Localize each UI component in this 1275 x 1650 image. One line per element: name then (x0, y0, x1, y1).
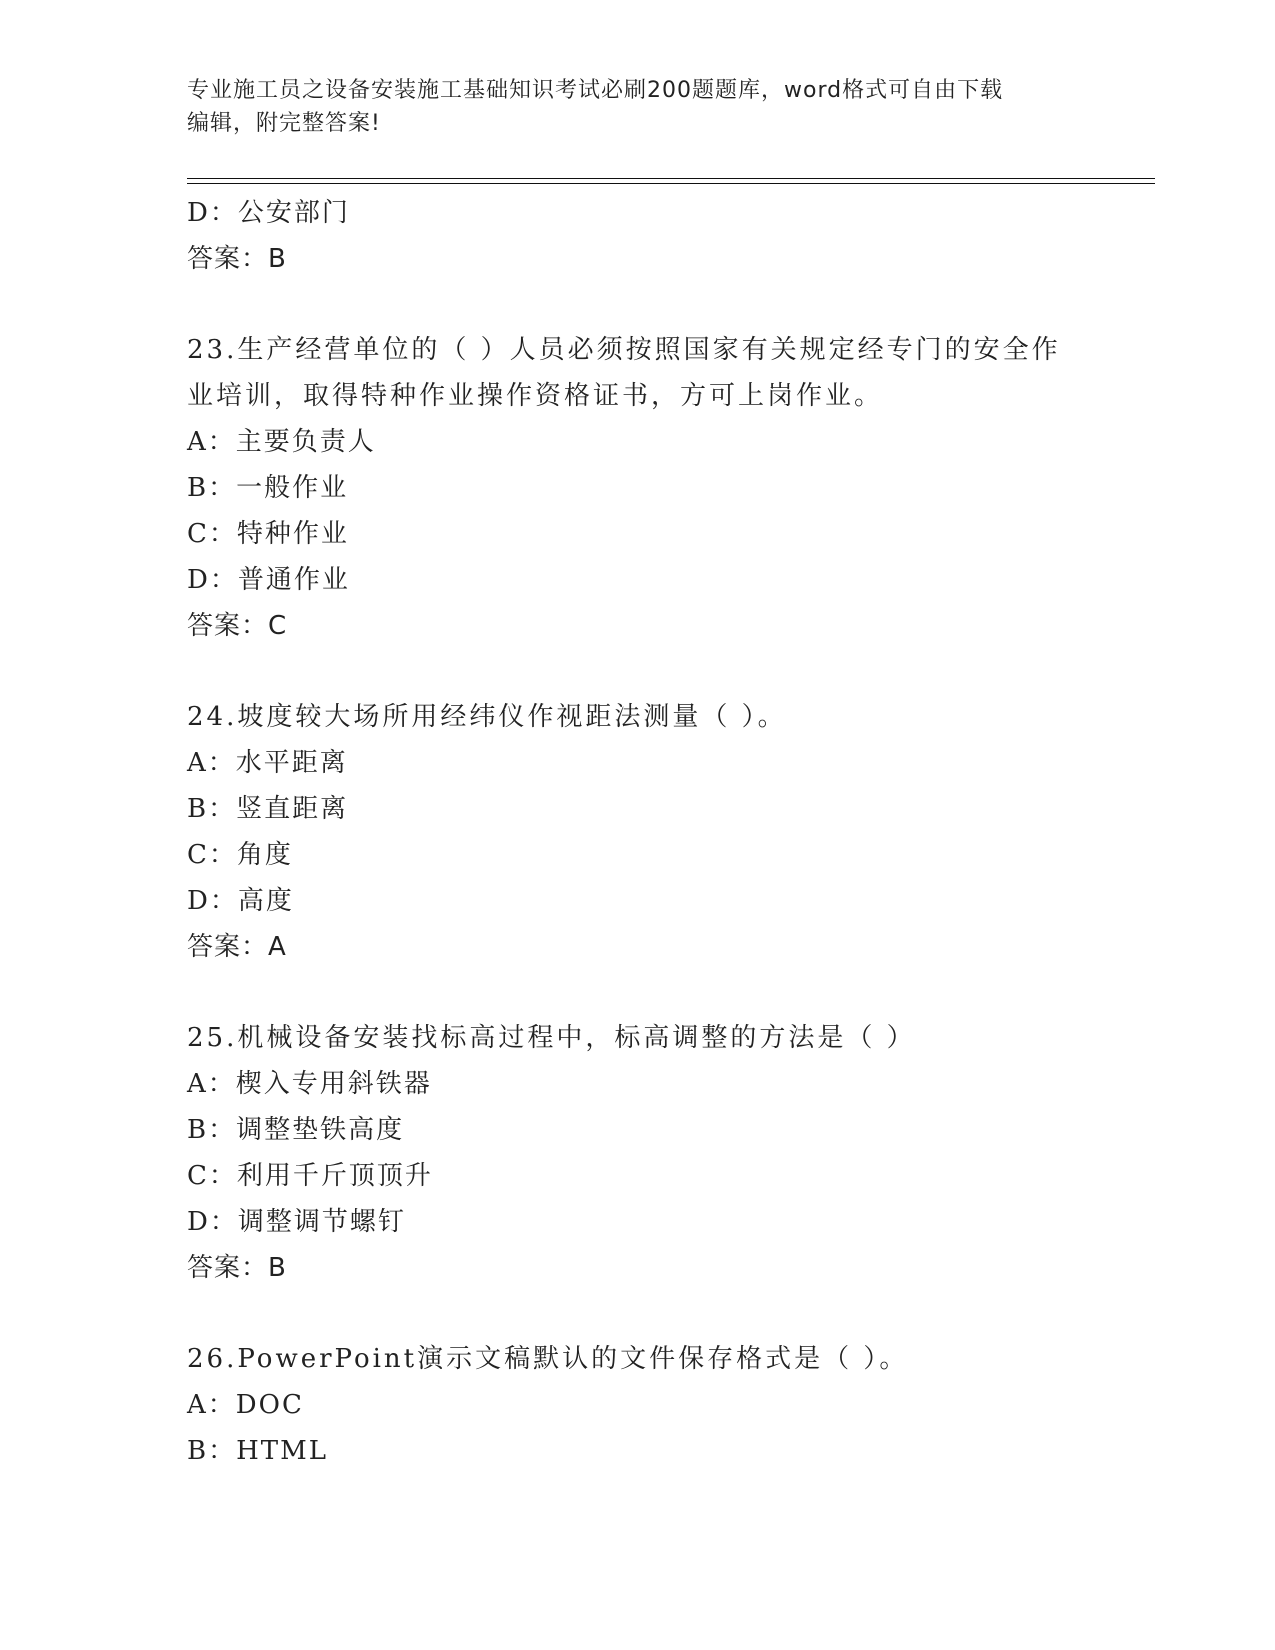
header-divider-bottom (187, 183, 1155, 184)
answer-line: 答案：C (187, 611, 288, 641)
option-b: B：一般作业 (187, 473, 349, 503)
option-c: C：特种作业 (187, 519, 349, 549)
option-d: D：公安部门 (187, 198, 350, 228)
question-24 (187, 694, 1087, 970)
option-c: C：利用千斤顶顶升 (187, 1161, 433, 1191)
question-text: 26.PowerPoint演示文稿默认的文件保存格式是（ ）。 (187, 1344, 909, 1374)
question-text: 23.生产经营单位的（ ）人员必须按照国家有关规定经专门的安全作 (187, 335, 1061, 365)
option-b: B：HTML (187, 1436, 329, 1466)
option-a: A：水平距离 (187, 748, 348, 778)
header-title-line-1: 专业施工员之设备安装施工基础知识考试必刷200题题库，word格式可自由下载 (187, 78, 1004, 103)
option-a: A：楔入专用斜铁器 (187, 1069, 432, 1099)
option-d: D：高度 (187, 886, 294, 916)
question-text: 24.坡度较大场所用经纬仪作视距法测量（ ）。 (187, 702, 787, 732)
option-c: C：角度 (187, 840, 293, 870)
answer-line: 答案：B (187, 1253, 287, 1283)
header-title-line-2: 编辑，附完整答案! (187, 111, 381, 136)
option-a: A：主要负责人 (187, 427, 376, 457)
answer-line: 答案：A (187, 932, 287, 962)
option-a: A：DOC (187, 1390, 304, 1420)
question-25 (187, 1015, 1087, 1291)
question-23 (187, 327, 1087, 649)
option-b: B：竖直距离 (187, 794, 349, 824)
document-header (187, 74, 1087, 140)
question-list (187, 190, 1087, 1474)
question-text: 25.机械设备安装找标高过程中，标高调整的方法是（ ） (187, 1023, 916, 1053)
option-d: D：普通作业 (187, 565, 350, 595)
question-text-cont: 业培训，取得特种作业操作资格证书，方可上岗作业。 (187, 381, 884, 411)
option-b: B：调整垫铁高度 (187, 1115, 405, 1145)
option-d: D：调整调节螺钉 (187, 1207, 406, 1237)
question-26 (187, 1336, 1087, 1474)
previous-question-tail (187, 190, 1087, 282)
header-divider-top (187, 178, 1155, 179)
answer-line: 答案：B (187, 244, 287, 274)
